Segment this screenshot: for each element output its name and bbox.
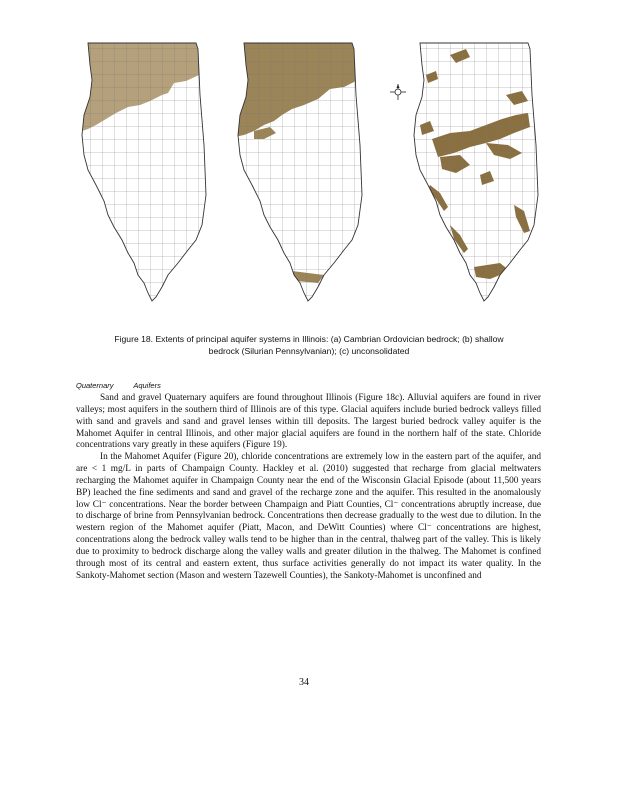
aquifer-figure: [78, 35, 538, 305]
map-panel-b: [234, 35, 384, 305]
page-number: 34: [299, 677, 309, 688]
paragraph-2: In the Mahomet Aquifer (Figure 20), chloride concentrations are extremely low in the eastern part of the aquifer, and are < 1 mg/L in parts of Champaign County. Hackley et al. (2010) suggested that recharge from glacial meltwaters recharging the Mahomet aquifer in Champaign County near the end of the Wisconsin Glacial Episode (about 11,500 years BP) leached the fine sediments and sand and gravel of the recharge zone and the aquifer. This resulted in the anomalously low Cl⁻ concentrations. Near the border between Champaign and Piatt Counties, Cl⁻ concentrations abruptly increase, due to discharge of brine from Pennsylvanian bedrock. Concentrations then decrease gradually to the west due to dilution. In the western region of the Mahomet aquifer (Piatt, Macon, and DeWitt Counties) where Cl⁻ concentrations are highest, concentrations along the bedrock valley walls tend to be higher than in the central, thalweg part of the valley. This is likely due to proximity to bedrock discharge along the valley walls and greater dilution in the thalweg. The Mahomet is confined through most of its central and eastern extent, thus surface activities generally do not impact its water quality. In the Sankoty-Mahomet section (Mason and western Tazewell Counties), the Sankoty-Mahomet is unconfined and: [76, 452, 541, 581]
body-text: [76, 393, 541, 583]
paragraph-1: Sand and gravel Quaternary aquifers are found throughout Illinois (Figure 18c). Alluvial aquifers are found in river valleys; most aquifers in the southern third of Illinois are of this type. Glacial aquifers include buried bedrock valleys filled with sand and gravels and sand and gravel lenses within till deposits. The largest buried bedrock valley aquifer is the Mahomet Aquifer in central Illinois, and other major glacial aquifers are found in the northern half of the state. Chloride concentrations vary greatly in these aquifers (Figure 19).: [76, 393, 541, 451]
map-panel-c: [390, 35, 540, 305]
figure-caption-line-1: Figure 18. Extents of principal aquifer systems in Illinois: (a) Cambrian Ordovician bedrock; (b) shallow: [114, 334, 504, 344]
north-arrow-icon: [389, 83, 407, 101]
section-heading: Quaternary Aquifers: [76, 381, 161, 390]
figure-caption-line-2: bedrock (Silurian Pennsylvanian); (c) unconsolidated: [208, 346, 410, 356]
map-panel-a: [78, 35, 228, 305]
